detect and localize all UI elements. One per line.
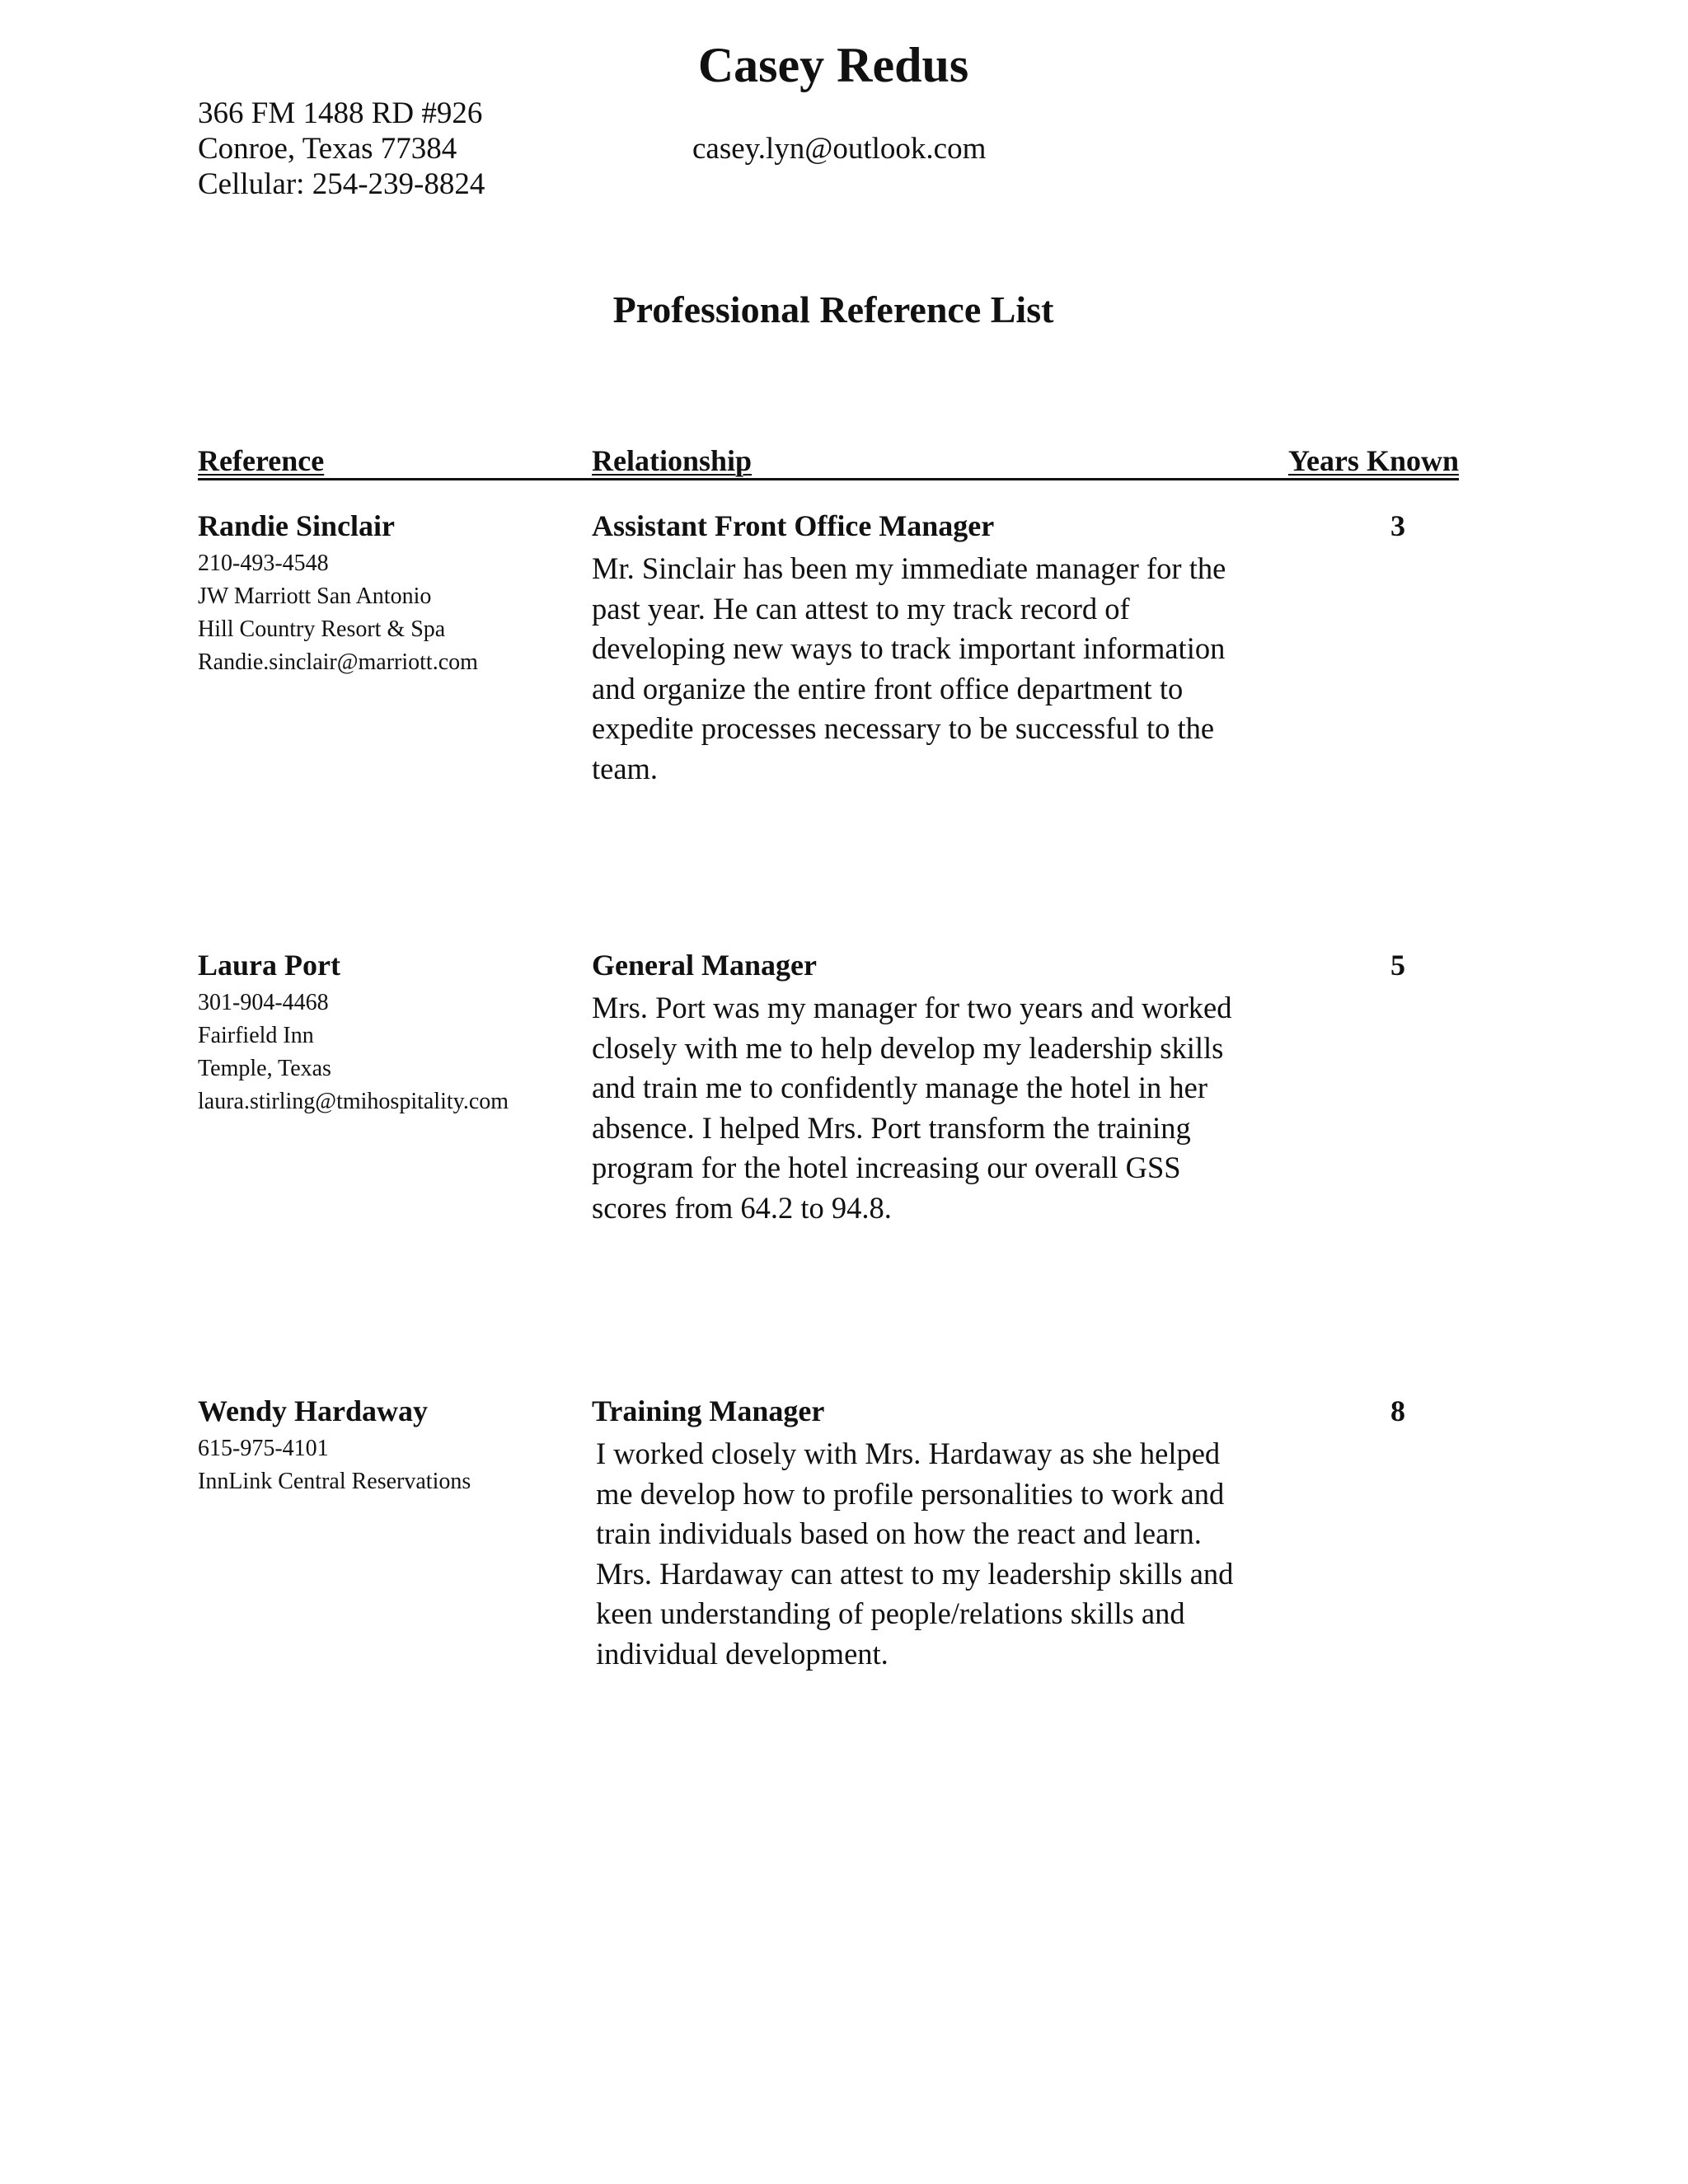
description-line: individual development. [596,1636,889,1671]
reference-phone: 615-975-4101 [198,1436,329,1461]
phone-line: Cellular: 254-239-8824 [198,167,485,201]
description-line: Mrs. Hardaway can attest to my leadership skills and [596,1556,1234,1591]
reference-relationship: Training Manager [592,1394,825,1427]
description-line: me develop how to profile personalities to work and [596,1476,1225,1511]
reference-company: Fairfield Inn [198,1023,314,1048]
description-line: developing new ways to track important information [592,631,1226,666]
reference-company: JW Marriott San Antonio [198,583,432,609]
description-line: past year. He can attest to my track record of [592,591,1130,626]
description-line: and train me to confidently manage the hotel in her [592,1071,1207,1105]
reference-name: Randie Sinclair [198,509,396,542]
column-header-relationship: Relationship [592,444,753,477]
address-line: Conroe, Texas 77384 [198,132,457,166]
description-line: team. [592,751,659,785]
description-line: closely with me to help develop my leadership skills [592,1030,1224,1065]
reference-email: Randie.sinclair@marriott.com [198,649,478,675]
reference-years-known: 5 [1390,949,1405,982]
description-line: and organize the entire front office department to [592,671,1184,705]
description-line: Mr. Sinclair has been my immediate manager for the [592,551,1226,585]
address-line: 366 FM 1488 RD #926 [198,96,483,130]
document-title: Professional Reference List [612,288,1054,330]
description-line: absence. I helped Mrs. Port transform the training [592,1110,1191,1145]
reference-phone: 210-493-4548 [198,551,329,576]
reference-name: Wendy Hardaway [198,1394,429,1427]
description-line: I worked closely with Mrs. Hardaway as she helped [596,1436,1221,1470]
description-line: Mrs. Port was my manager for two years and worked [592,991,1232,1024]
reference-contact-details [198,987,509,1118]
column-header-years-known: Years Known [1287,444,1459,477]
reference-company: InnLink Central Reservations [198,1469,471,1494]
reference-description [592,549,1268,790]
reference-relationship: General Manager [592,949,817,982]
reference-email: laura.stirling@tmihospitality.com [198,1089,509,1114]
reference-contact-details [198,547,478,679]
candidate-name: Casey Redus [697,38,969,92]
contact-address [198,96,485,202]
reference-description [592,988,1268,1229]
reference-location: Temple, Texas [198,1056,331,1081]
reference-description [596,1434,1272,1675]
reference-name: Laura Port [198,949,340,982]
table-header [198,443,1459,480]
reference-phone: 301-904-4468 [198,990,329,1015]
description-line: train individuals based on how the react and learn. [596,1516,1202,1551]
description-line: program for the hotel increasing our overall GSS [592,1151,1181,1185]
reference-relationship: Assistant Front Office Manager [592,509,995,542]
description-line: expedite processes necessary to be successful to the [592,711,1215,746]
reference-years-known: 8 [1390,1394,1405,1427]
reference-years-known: 3 [1390,509,1405,542]
reference-company-line: Hill Country Resort & Spa [198,616,446,642]
description-line: scores from 64.2 to 94.8. [592,1190,892,1225]
reference-contact-details [198,1432,471,1498]
contact-email: casey.lyn@outlook.com [692,132,987,166]
description-line: keen understanding of people/relations skills and [596,1596,1185,1631]
column-header-reference: Reference [198,444,325,477]
